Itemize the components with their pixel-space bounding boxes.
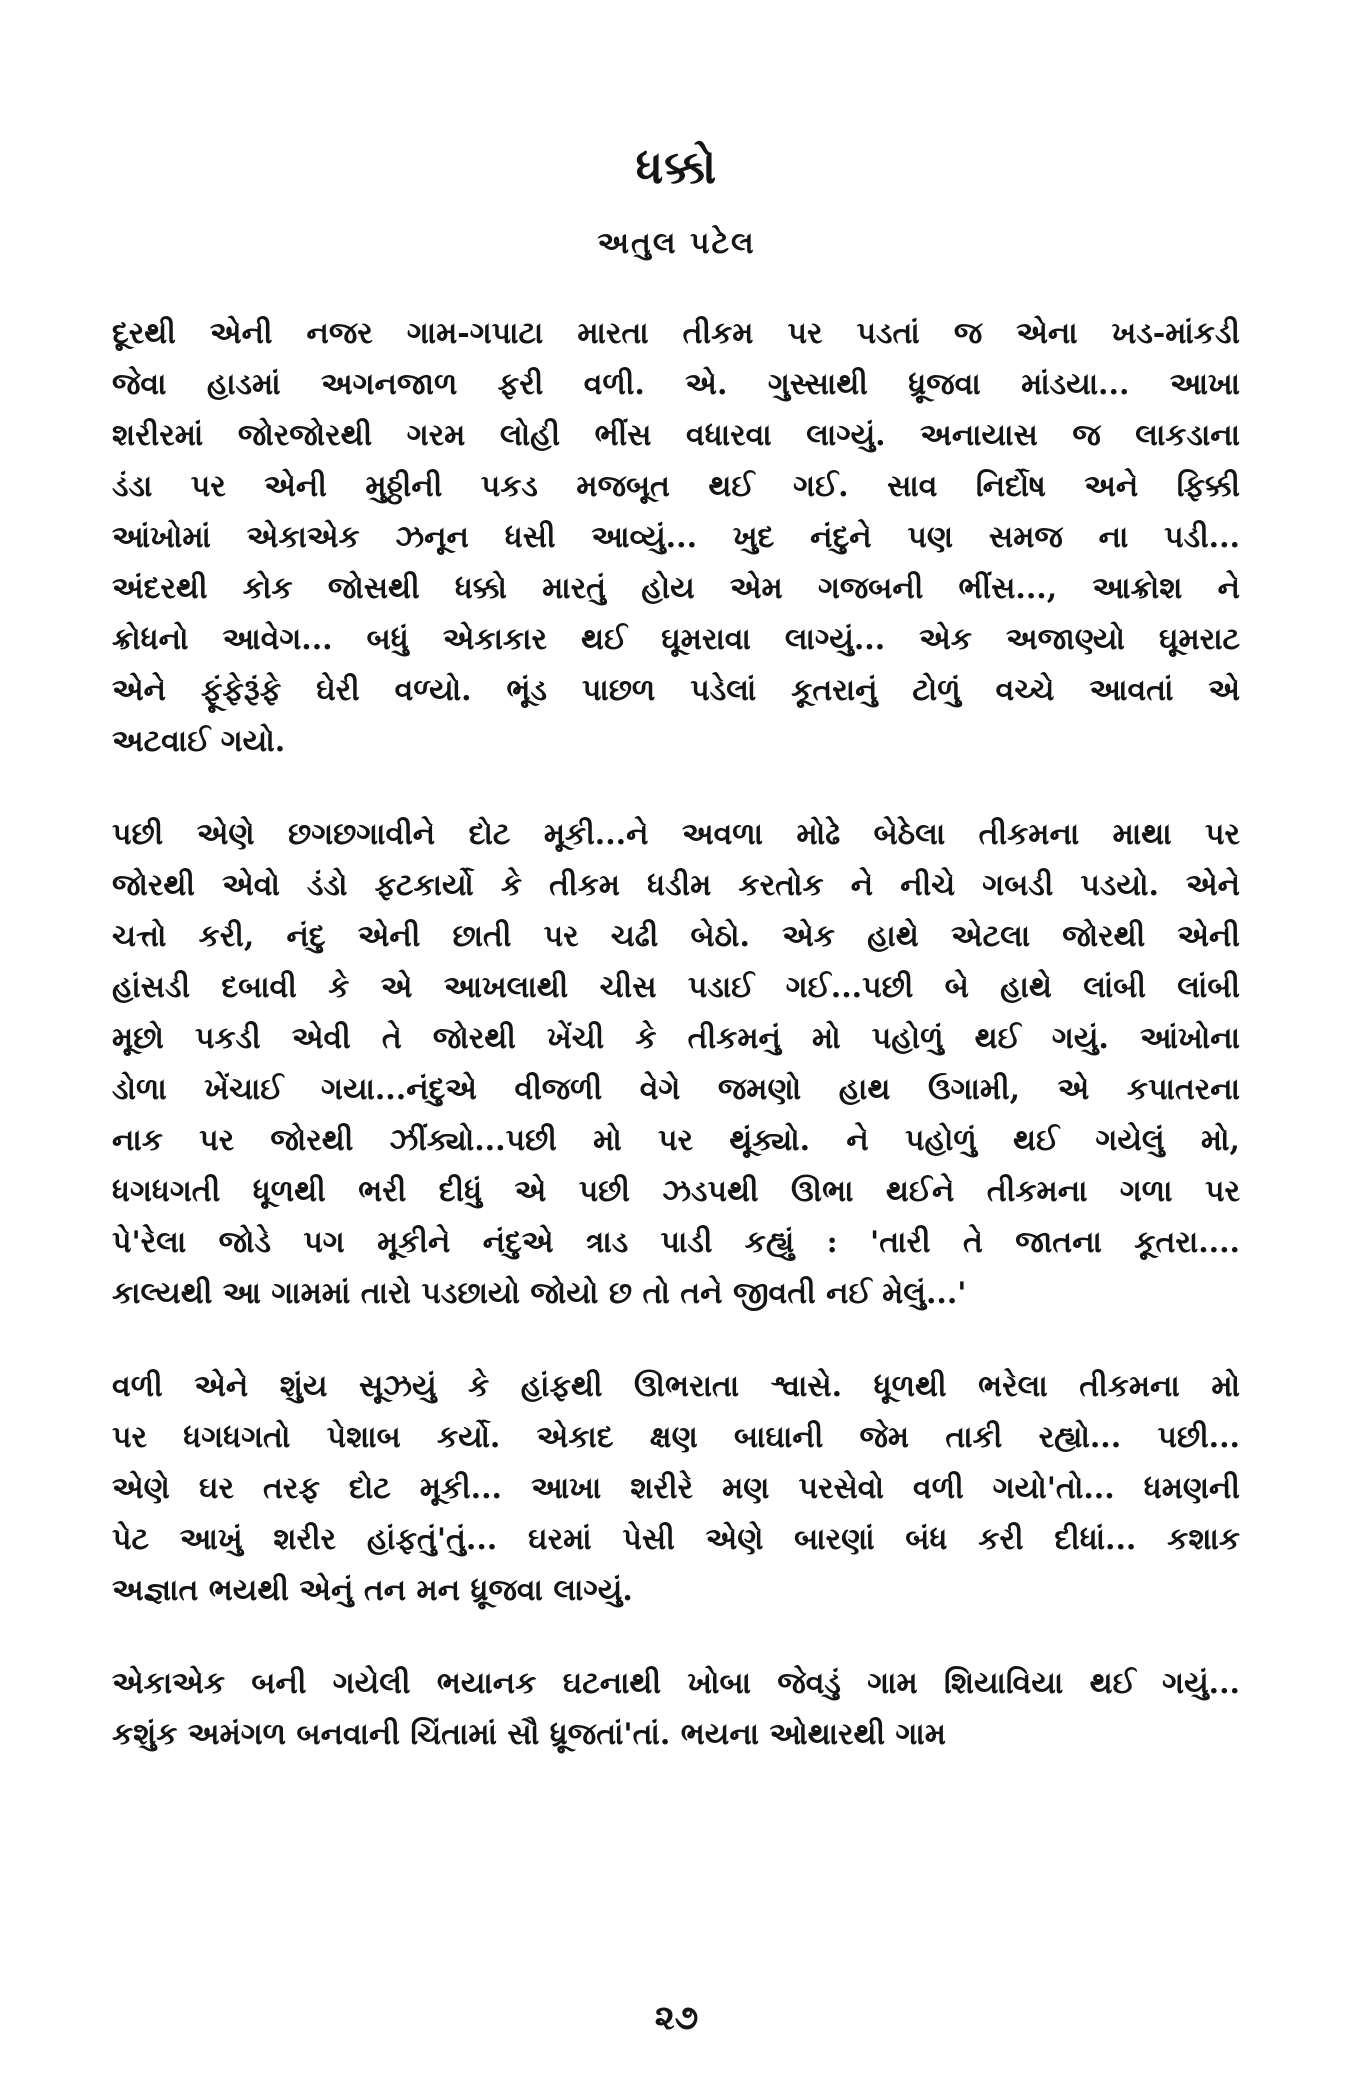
page-number: ૨૭ [654,1998,699,2038]
text-line: એને ફૂંફેરૂંફે ઘેરી વળ્યો. ભૂંડ પાછળ પડેલાં કૂતરાનું ટોળું વચ્ચે આવતાં એ [112,673,1240,708]
text-line: જેવા હાડમાં અગનજાળ ફરી વળી. એ. ગુસ્સાથી ધ્રૂજવા માંડયા... આખા [112,367,1240,402]
text-line: ક્રોધનો આવેગ... બધું એકાકાર થઈ ઘૂમરાવા લાગ્યું... એક અજાણ્યો ઘૂમરાટ [112,622,1240,657]
text-line: કાલ્યથી આ ગામમાં તારો પડછાયો જોયો છ તો તને જીવતી નઈ મેલું...' [112,1276,967,1311]
text-line: ધગધગતી ધૂળથી ભરી દીધું એ પછી ઝડપથી ઊભા થઈને તીકમના ગળા પર [112,1174,1240,1209]
text-line: આંખોમાં એકાએક ઝનૂન ધસી આવ્યું... ખુદ નંદુને પણ સમજ ના પડી... [112,520,1240,555]
text-line: ડંડા પર એની મુઠ્ઠીની પકડ મજબૂત થઈ ગઈ. સાવ નિર્દોષ અને ફિક્કી [112,469,1240,504]
paragraph [112,809,1240,1319]
text-line: અટવાઈ ગયો. [112,724,286,759]
story-title: ધક્કો [635,140,718,194]
text-line: વળી એને શુંય સૂઝયું કે હાંફથી ઊભરાતા શ્વાસે. ધૂળથી ભરેલા તીકમના મો [112,1369,1240,1404]
text-line: એકાએક બની ગયેલી ભયાનક ઘટનાથી ખોબા જેવડું ગામ શિયાવિયા થઈ ગયું... [112,1666,1240,1701]
story-body [112,308,1240,1802]
text-line: દૂરથી એની નજર ગામ-ગપાટા મારતા તીકમ પર પડતાં જ એના ખડ-માંકડી [112,316,1240,351]
text-line: પછી એણે છગછગાવીને દોટ મૂકી...ને અવળા મોઢે બેઠેલા તીકમના માથા પર [112,817,1240,852]
text-line: મૂછો પકડી એવી તે જોરથી ખેંચી કે તીકમનું મો પહોળું થઈ ગયું. આંખોના [112,1021,1240,1056]
text-line: જોરથી એવો ડંડો ફટકાર્યો કે તીકમ ધડીમ કરતોક ને નીચે ગબડી પડયો. એને [112,868,1240,903]
story-author: અતુલ પટેલ [597,226,756,261]
paragraph [112,1361,1240,1616]
text-line: હાંસડી દબાવી કે એ આખલાથી ચીસ પડાઈ ગઈ...પછી બે હાથે લાંબી લાંબી [112,970,1240,1005]
text-line: પેટ આખું શરીર હાંફતું'તું... ઘરમાં પેસી એણે બારણાં બંધ કરી દીધાં... કશાક [112,1522,1240,1557]
text-line: નાક પર જોરથી ઝીંક્યો...પછી મો પર થૂંક્યો. ને પહોળું થઈ ગયેલું મો, [112,1123,1240,1158]
text-line: એણે ઘર તરફ દોટ મૂકી... આખા શરીરે મણ પરસેવો વળી ગયો'તો... ધમણની [112,1471,1240,1506]
text-line: કશુંક અમંગળ બનવાની ચિંતામાં સૌ ધ્રૂજતાં'તાં. ભયના ઓથારથી ગામ [112,1717,946,1752]
text-line: ડોળા ખેંચાઈ ગયા...નંદુએ વીજળી વેગે જમણો હાથ ઉગામી, એ કપાતરના [112,1072,1240,1107]
paragraph [112,308,1240,767]
text-line: પર ધગધગતો પેશાબ કર્યો. એકાદ ક્ષણ બાઘાની જેમ તાકી રહ્યો... પછી... [112,1420,1240,1455]
text-line: પે'રેલા જોડે પગ મૂકીને નંદુએ ત્રાડ પાડી કહ્યું : 'તારી તે જાતના કૂતરા.... [112,1225,1240,1260]
text-line: ચત્તો કરી, નંદુ એની છાતી પર ચઢી બેઠો. એક હાથે એટલા જોરથી એની [112,919,1240,954]
text-line: શરીરમાં જોરજોરથી ગરમ લોહી ભીંસ વધારવા લાગ્યું. અનાયાસ જ લાકડાના [112,418,1240,453]
paragraph [112,1658,1240,1760]
text-line: અજ્ઞાત ભયથી એનું તન મન ધ્રૂજવા લાગ્યું. [112,1573,633,1608]
text-line: અંદરથી કોક જોસથી ધક્કો મારતું હોય એમ ગજબની ભીંસ..., આક્રોશ ને [112,571,1240,606]
